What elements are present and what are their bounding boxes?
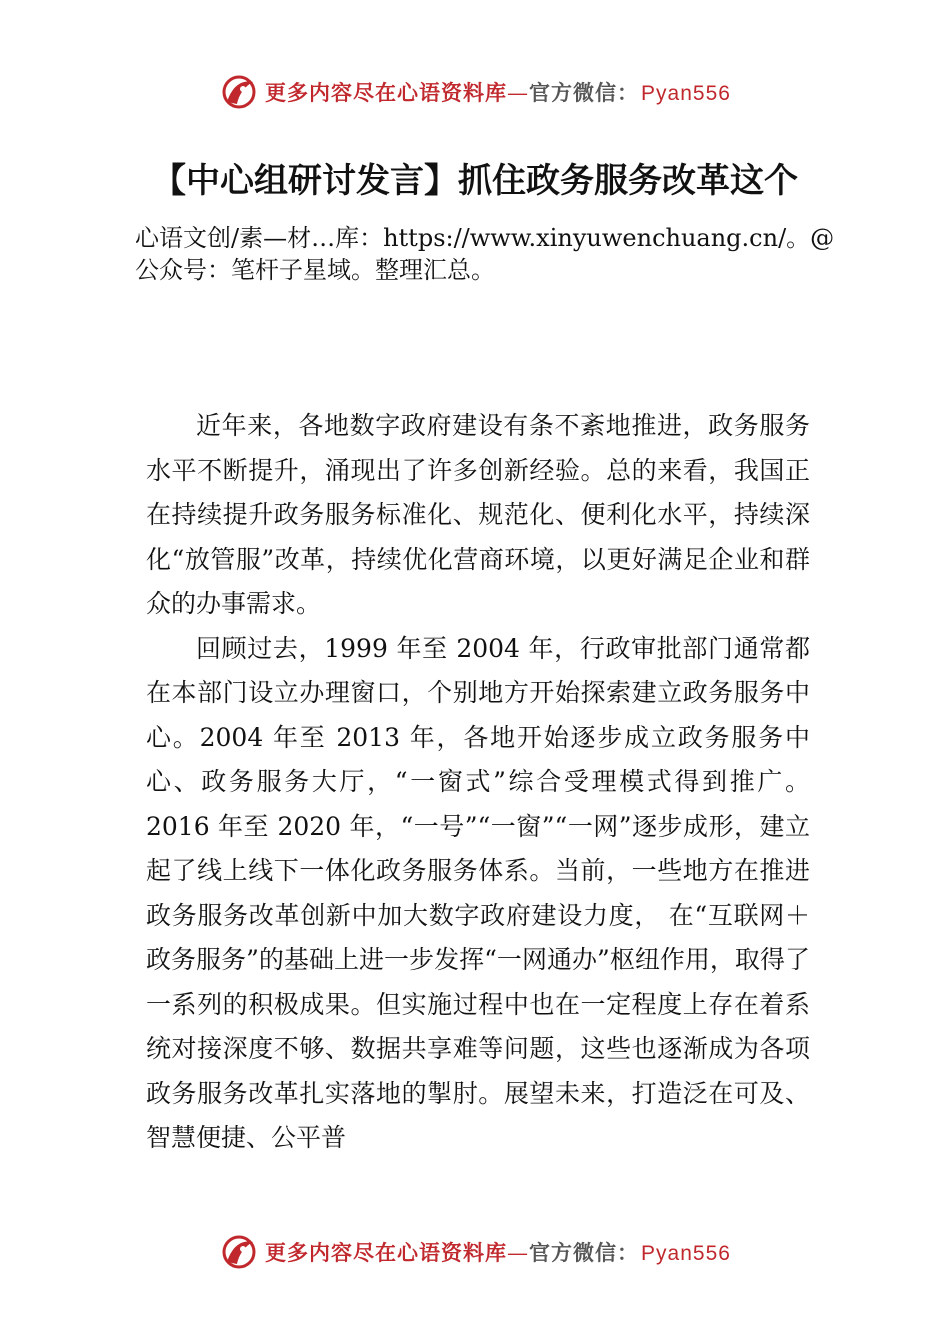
brand-logo-icon [219,1232,259,1272]
source-line: 心语文创/素—材…库：https://www.xinyuwenchuang.cn/。@公众号：笔杆子星域。整理汇总。 [135,224,835,284]
paragraph: 回顾过去，1999 年至 2004 年，行政审批部门通常都在本部门设立办理窗口，个别地方开始探索建立政务服务中心。2004 年至 2013 年，各地开始逐步成立政务服务中心、政务服务大厅，“一窗式”综合受理模式得到推广。 2016 年至 2020 年，“一号”“一窗”“一网”逐步成形，建立起了线上线下一体化政务服务体系。当前，一些地方在推进政务服务改革创新中加大数字政府建设力度， 在“互联网＋政务服务”的基础上进一步发挥“一网通办”枢纽作用，取得了一系列的积极成果。但实施过程中也在一定程度上存在着系统对接深度不够、数据共享难等问题，这些也逐渐成为各项政务服务改革扎实落地的掣肘。展望未来，打造泛在可及、智慧便捷、公平普 [146,633,810,1152]
paragraph: 近年来，各地数字政府建设有条不紊地推进，政务服务水平不断提升，涌现出了许多创新经验。总的来看，我国正在持续提升政务服务标准化、规范化、便利化水平，持续深化“放管服”改革，持续优化营商环境，以更好满足企业和群众的办事需求。 [146,411,810,618]
header-banner [0,70,950,114]
document-title: 【中心组研讨发言】抓住政务服务改革这个 [152,161,798,201]
document-body [146,404,810,1161]
brand-logo-icon [219,72,259,112]
banner-text: 更多内容尽在心语资料库—官方微信：Pyan556 [265,80,731,105]
banner-text: 更多内容尽在心语资料库—官方微信：Pyan556 [265,1240,731,1265]
footer-banner [0,1230,950,1274]
